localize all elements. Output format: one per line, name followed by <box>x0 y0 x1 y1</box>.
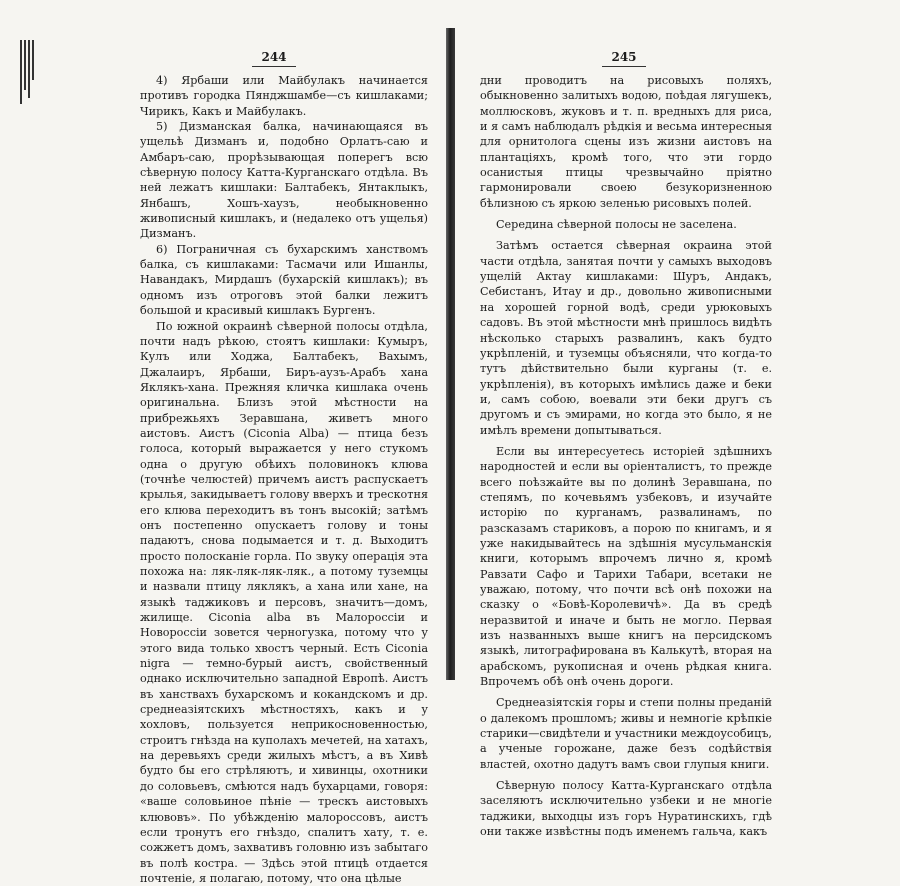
right-page-text <box>480 73 772 840</box>
right-paragraph: Среднеазіятскія горы и степи полны преданій о далекомъ прошломъ; живы и немногіе крѣпкіе старики—свидѣтели и участники междоусобицъ, а ученые горожане, даже безъ содѣйствія властей, охотно дадутъ вамъ свои глупыя книги. <box>480 695 772 772</box>
left-page <box>0 0 452 683</box>
left-paragraph: 5) Дизманская балка, начинающаяся въ ущельѣ Дизманъ и, подобно Орлатъ-саю и Амбаръ-саю, прорѣзывающая поперегъ всю сѣверную полосу Катта-Курганскаго отдѣла. Въ ней лежатъ кишлаки: Балтабекъ, Янтаклыкъ, Янбашъ, Хошъ-хаузъ, необыкновенно живописный кишлакъ, и (недалеко отъ ущелья) Дизманъ. <box>140 119 428 242</box>
left-page-text <box>140 73 428 886</box>
right-paragraph: Если вы интересуетесь исторіей здѣшнихъ народностей и если вы оріенталистъ, то прежде всего поѣзжайте вы по долинѣ Зеравшана, по степямъ, по кочевьямъ узбековъ, и изучайте исторію по курганамъ, развалинамъ, по разсказамъ стариковъ, а порою по книгамъ, и я уже накидывайтесь на здѣшнія мусульманскія книги, которымъ впрочемъ лично я, кромѣ Равзати Сафо и Тарихи Табари, всетаки не уважаю, потому, что почти всѣ онѣ похожи на сказку о «Бовѣ-Королевичѣ». Да въ средѣ неразвитой и иначе и быть не могло. Первая изъ названныхъ выше книгъ на персидскомъ языкѣ, литографирована въ Калькутѣ, вторая на арабскомъ, рукописная и очень рѣдкая книга. Впрочемъ обѣ онѣ очень дороги. <box>480 444 772 690</box>
left-paragraph: 6) Пограничная съ бухарскимъ ханствомъ балка, съ кишлаками: Тасмачи или Ишанлы, Навандакъ, Мирдашъ (бухарскій кишлакъ); въ одномъ изъ отроговъ этой балки лежитъ большой и красивый кишлакъ Бургенъ. <box>140 242 428 319</box>
right-paragraph: Затѣмъ остается сѣверная окраина этой части отдѣла, занятая почти у самыхъ выходовъ ущелій Актау кишлаками: Шуръ, Андакъ, Себистанъ, Итау и др., довольно живописными на хорошей горной водѣ, среди урюковыхъ садовъ. Въ этой мѣстности мнѣ пришлось видѣть нѣсколько старыхъ развалинъ, какъ будто укрѣпленій, и туземцы объясняли, что когда-то тутъ дѣйствительно были курганы (т. е. укрѣпленія), въ которыхъ имѣлись даже и беки и, самъ собою, воевали эти беки другъ съ другомъ и съ эмирами, но когда это было, я не имѣлъ времени допытываться. <box>480 238 772 437</box>
left-paragraph: 4) Ярбаши или Майбулакъ начинается противъ городка Пянджшамбе—съ кишлаками; Чирикъ, Какъ и Майбулакъ. <box>140 73 428 119</box>
right-paragraph: дни проводитъ на рисовыхъ поляхъ, обыкновенно залитыхъ водою, поѣдая лягушекъ, моллюсковъ, жуковъ и т. п. вредныхъ для риса, и я самъ наблюдалъ рѣдкія и весьма интересныя для орнитолога сцены изъ жизни аистовъ на плантаціяхъ, кромѣ того, что эти гордо осанистыя птицы чрезвычайно пріятно гармонировали своею безукоризненною бѣлизною съ яркою зеленью рисовыхъ полей. <box>480 73 772 211</box>
right-paragraph: Середина сѣверной полосы не заселена. <box>480 217 772 232</box>
page-number-left: 244 <box>244 50 304 64</box>
right-page <box>452 0 900 683</box>
left-paragraph: По южной окраинѣ сѣверной полосы отдѣла, почти надъ рѣкою, стоятъ кишлаки: Кумыръ, Кулъ или Ходжа, Балтабекъ, Вахымъ, Джалаиръ, Ярбаши, Биръ-аузъ-Арабъ хана Яклякъ-хана. Прежняя кличка кишлака очень оригинальна. Близъ этой мѣстности на прибрежьяхъ Зеравшана, живетъ много аистовъ. Аистъ (Ciconia Alba) — птица безъ голоса, который выражается у него стукомъ одна о другую обѣихъ половинокъ клюва (точнѣе челюстей) причемъ аистъ распускаетъ крылья, закидываетъ голову вверхъ и трескотня его клюва переходитъ въ тонъ высокій; затѣмъ онъ постепенно опускаетъ голову и тоны падаютъ, снова подымается и т. д. Выходитъ просто полосканіе горла. По звуку операція эта похожа на: ляк-ляк-ляк-ляк., а потому туземцы и назвали птицу ляклякъ, а хана или хане, на языкѣ таджиковъ и персовъ, значитъ—домъ, жилище. Ciconia alba въ Малороссіи и Новороссіи зовется черногузка, потому что у этого вида только хвостъ черный. Есть Ciconia nigra — темно-бурый аистъ, свойственный однако исключительно западной Европѣ. Аистъ въ ханствахъ бухарскомъ и кокандскомъ и др. среднеазіятскихъ мѣстностяхъ, какъ и у хохловъ, пользуется неприкосновенностью, строитъ гнѣзда на куполахъ мечетей, на хатахъ, на деревьяхъ среди жилыхъ мѣстъ, а въ Хивѣ будто бы его стрѣляютъ, и хивинцы, охотники до соловьевъ, смѣются надъ бухарцами, говоря: «ваше соловьиное пѣніе — трескъ аистовыхъ клювовъ». По убѣжденію малороссовъ, аистъ если тронутъ его гнѣздо, спалитъ хату, т. е. сожжетъ домъ, захвативъ головню изъ забытаго въ полѣ костра. — Здѣсь этой птицѣ отдается почтеніе, я полагаю, потому, что она цѣлые <box>140 319 428 886</box>
page-number-right: 245 <box>594 50 654 64</box>
right-paragraph: Сѣверную полосу Катта-Курганскаго отдѣла заселяютъ исключительно узбеки и не многіе таджики, выходцы изъ горъ Нуратинскихъ, гдѣ они также извѣстны подъ именемъ гальча, какъ <box>480 778 772 839</box>
